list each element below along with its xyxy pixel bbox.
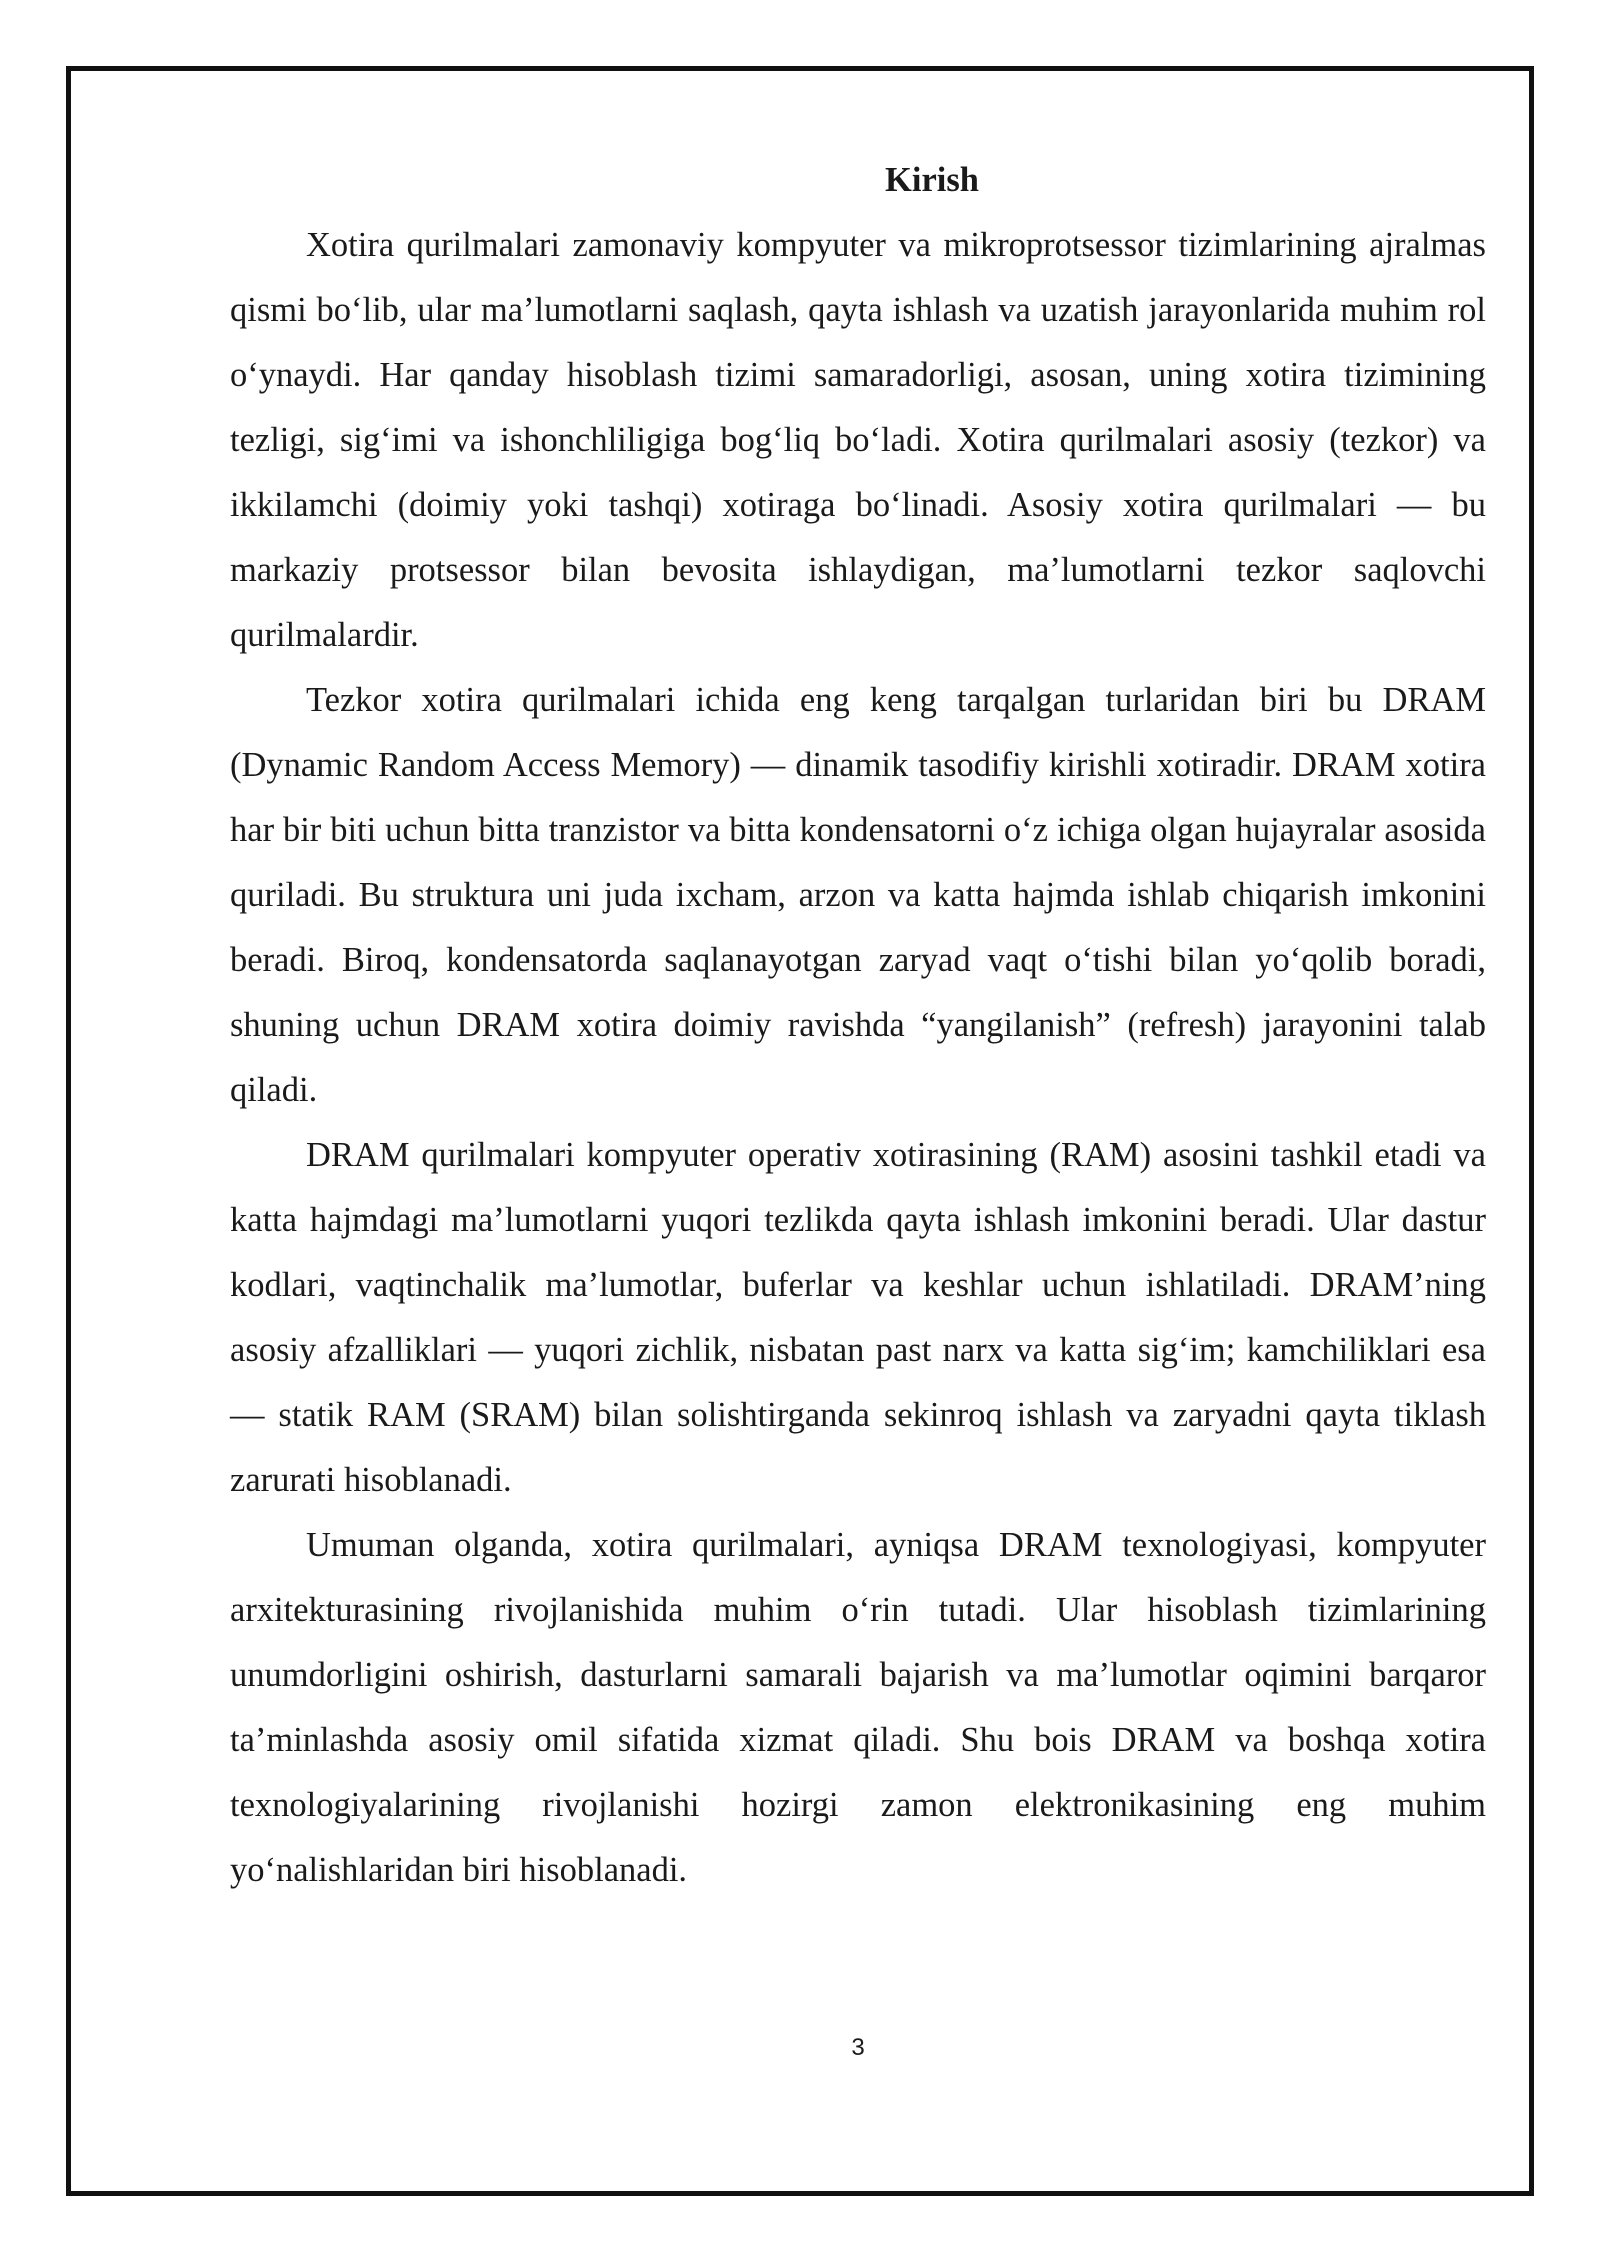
paragraph-1: Xotira qurilmalari zamonaviy kompyuter va mikroprotsessor tizimlarining ajralmas qismi bo‘lib, ular ma’lumotlarni saqlash, qayta ishlash va uzatish jarayonlarida muhim rol o‘ynaydi. Har qanday hisoblash tizimi samaradorligi, asosan, uning xotira tizimining tezligi, sig‘imi va ishonchliligiga bog‘liq bo‘ladi. Xotira qurilmalari asosiy (tezkor) va ikkilamchi (doimiy yoki tashqi) xotiraga bo‘linadi. Asosiy xotira qurilmalari — bu markaziy protsessor bilan bevosita ishlaydigan, ma’lumotlarni tezkor saqlovchi qurilmalardir. [230,226,1486,654]
paragraph-2: Tezkor xotira qurilmalari ichida eng keng tarqalgan turlaridan biri bu DRAM (Dynamic Random Access Memory) — dinamik tasodifiy kirishli xotiradir. DRAM xotira har bir biti uchun bitta tranzistor va bitta kondensatorni o‘z ichiga olgan hujayralar asosida quriladi. Bu struktura uni juda ixcham, arzon va katta hajmda ishlab chiqarish imkonini beradi. Biroq, kondensatorda saqlanayotgan zaryad vaqt o‘tishi bilan yo‘qolib boradi, shuning uchun DRAM xotira doimiy ravishda “yangilanish” (refresh) jarayonini talab qiladi. [230,681,1486,1109]
document-body [230,148,1486,1903]
page-title: Kirish [885,161,979,199]
paragraph-4: Umuman olganda, xotira qurilmalari, ayniqsa DRAM texnologiyasi, kompyuter arxitekturasining rivojlanishida muhim o‘rin tutadi. Ular hisoblash tizimlarining unumdorligini oshirish, dasturlarni samarali bajarish va ma’lumotlar oqimini barqaror ta’minlashda asosiy omil sifatida xizmat qiladi. Shu bois DRAM va boshqa xotira texnologiyalarining rivojlanishi hozirgi zamon elektronikasining eng muhim yo‘nalishlaridan biri hisoblanadi. [230,1526,1486,1889]
paragraph-3: DRAM qurilmalari kompyuter operativ xotirasining (RAM) asosini tashkil etadi va katta hajmdagi ma’lumotlarni yuqori tezlikda qayta ishlash imkonini beradi. Ular dastur kodlari, vaqtinchalik ma’lumotlar, buferlar va keshlar uchun ishlatiladi. DRAM’ning asosiy afzalliklari — yuqori zichlik, nisbatan past narx va katta sig‘im; kamchiliklari esa — statik RAM (SRAM) bilan solishtirganda sekinroq ishlash va zaryadni qayta tiklash zarurati hisoblanadi. [230,1136,1486,1499]
page-number: 3 [851,2034,865,2061]
